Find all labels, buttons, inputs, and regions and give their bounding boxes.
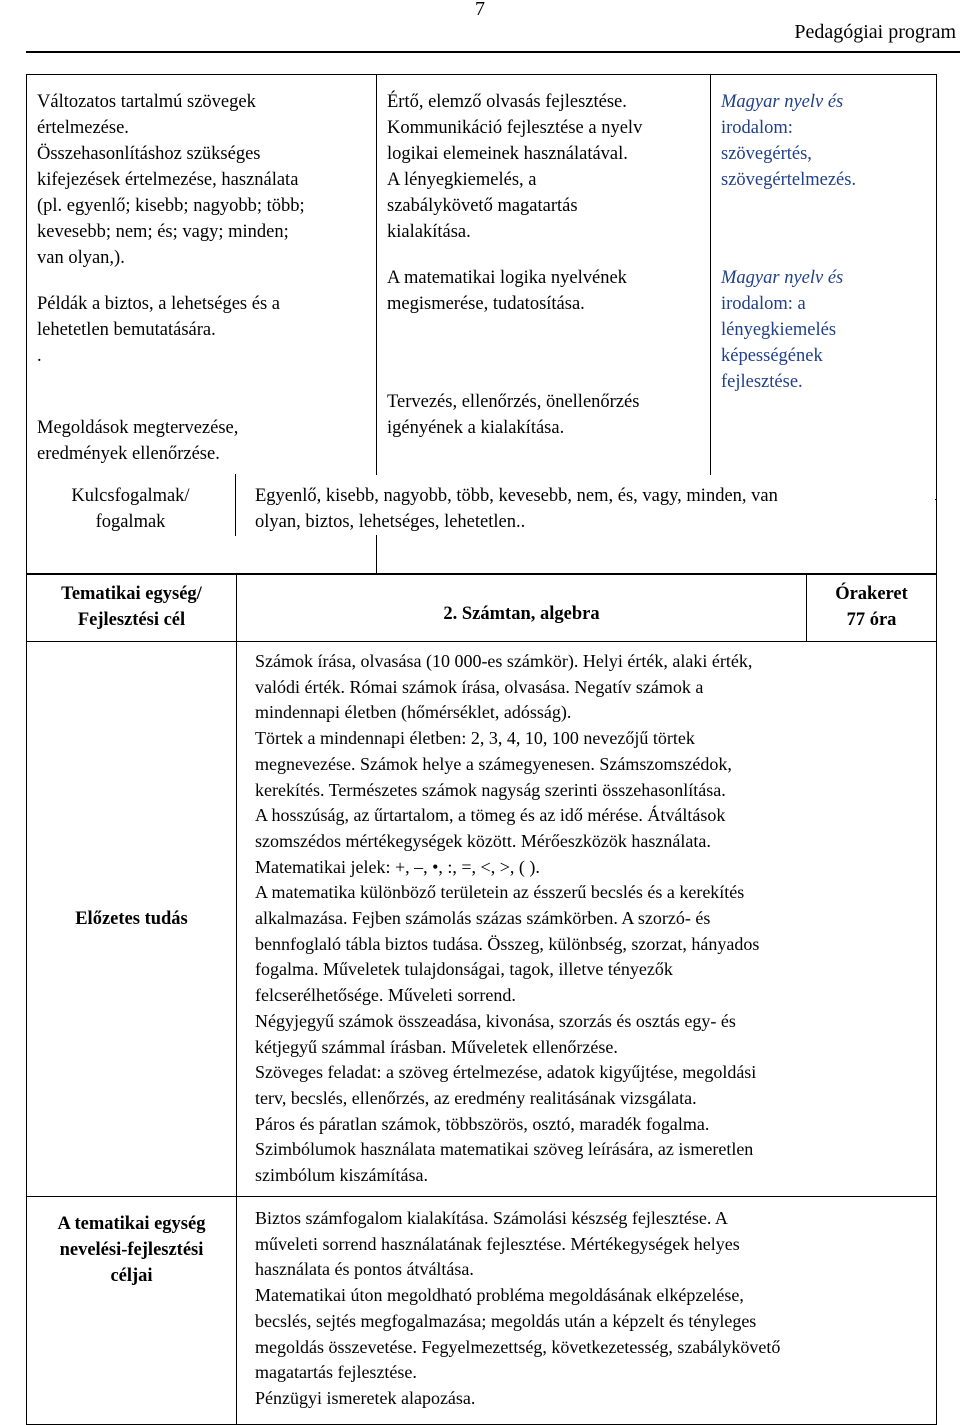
text-line: kétjegyű számmal írásban. Műveletek ellenőrzése. [255, 1036, 618, 1057]
text-line: Matematikai úton megoldható probléma megoldásának elképzelése, [255, 1285, 744, 1306]
text-line: igényének a kialakítása. [387, 418, 565, 438]
text-line: Biztos számfogalom kialakítása. Számolási készség fejlesztése. A [255, 1208, 728, 1228]
prior-knowledge-cell [237, 642, 937, 1197]
goals-row [27, 1197, 937, 1425]
text-line: irodalom: a [721, 294, 806, 314]
text-line: eredmények ellenőrzése. [37, 444, 220, 464]
header-title: Pedagógiai program [794, 21, 956, 43]
label-line: céljai [110, 1266, 153, 1286]
unit-title: 2. Számtan, algebra [443, 604, 600, 624]
text-line: A matematika különböző területein az ésszerű becslés és a kerekítés [255, 882, 745, 903]
text-line: használata és pontos átváltása. [255, 1259, 474, 1280]
text-line: bennfoglaló tábla biztos tudása. Összeg, különbség, szorzat, hányados [255, 933, 760, 954]
label-line: Kulcsfogalmak/ [71, 486, 190, 506]
text-line: Magyar nyelv és [721, 268, 844, 288]
text-line: műveleti sorrend használatának fejlesztése. Mértékegységek helyes [255, 1233, 740, 1254]
text-line: megismerése, tudatosítása. [387, 294, 585, 314]
unit-title-cell [237, 575, 807, 642]
goal-block-1 [387, 89, 702, 245]
text-line: lényegkiemelés [721, 320, 837, 340]
header-rule [26, 51, 960, 53]
activity-block-3 [37, 415, 368, 467]
text-line: terv, becslés, ellenőrzés, az eredmény realitásának vizsgálata. [255, 1087, 697, 1108]
goals-cell [377, 75, 711, 500]
text-line: Változatos tartalmú szövegek [37, 92, 256, 112]
text-line: lehetetlen bemutatására. [37, 320, 216, 340]
prior-knowledge-row [27, 642, 937, 1197]
thematic-unit-table [26, 574, 937, 1425]
text-line: Négyjegyű számok összeadása, kivonása, szorzás és osztás egy- és [255, 1010, 736, 1031]
text-line: értelmezése. [37, 118, 129, 138]
label-line: Tematikai egység/ [61, 584, 202, 604]
text-line: Szimbólumok használata matematikai szöveg leírására, az ismeretlen [255, 1139, 754, 1160]
text-line: (pl. egyenlő; kisebb; nagyobb; több; [37, 196, 305, 216]
activities-cell [27, 75, 377, 500]
label-line: nevelési-fejlesztési [59, 1240, 204, 1260]
key-concepts-label [26, 483, 235, 535]
orakeret-value: 77 óra [846, 610, 897, 630]
goals-label-cell [27, 1197, 237, 1425]
text-line: Egyenlő, kisebb, nagyobb, több, kevesebb, nem, és, vagy, minden, van [255, 486, 778, 506]
activity-block-1 [37, 89, 368, 271]
text-line: Páros és páratlan számok, többszörös, osztó, maradék fogalma. [255, 1113, 710, 1134]
text-line: Példák a biztos, a lehetséges és a [37, 294, 280, 314]
text-line: irodalom: [721, 118, 793, 138]
connection-block-1 [721, 89, 930, 193]
text-line: Számok írása, olvasása (10 000-es számkör). Helyi érték, alaki érték, [255, 651, 753, 671]
text-line: alkalmazása. Fejben számolás százas számkörben. A szorzó- és [255, 908, 711, 929]
connections-cell [711, 75, 937, 500]
text-line: Pénzügyi ismeretek alapozása. [255, 1387, 476, 1408]
text-line: A hosszúság, az űrtartalom, a tömeg és az idő mérése. Átváltások [255, 805, 726, 826]
text-line: logikai elemeinek használatával. [387, 144, 628, 164]
label-line: Fejlesztési cél [77, 610, 186, 630]
text-line: kevesebb; nem; és; vagy; minden; [37, 222, 289, 242]
page-number: 7 [475, 0, 485, 20]
orakeret-cell [807, 575, 937, 642]
goals-cell [237, 1197, 937, 1425]
text-line: . [37, 346, 42, 366]
text-line: Matematikai jelek: +, –, •, :, =, <, >, ( ). [255, 856, 540, 877]
label-line: A tematikai egység [57, 1214, 206, 1234]
goal-block-2 [387, 265, 702, 317]
text-line: fogalma. Műveletek tulajdonságai, tagok, illetve tényezők [255, 959, 673, 980]
key-concepts-split [26, 474, 936, 536]
text-line: szimbólum kiszámítása. [255, 1165, 428, 1186]
text-line: szövegértelmezés. [721, 170, 857, 190]
content-row [27, 75, 937, 500]
orakeret-label: Órakeret [835, 584, 908, 604]
key-concepts-divider [235, 474, 236, 536]
text-line: Szöveges feladat: a szöveg értelmezése, adatok kigyűjtése, megoldási [255, 1062, 757, 1083]
text-line: A matematikai logika nyelvének [387, 268, 627, 288]
text-line: Kommunikáció fejlesztése a nyelv [387, 118, 643, 138]
text-line: megnevezése. Számok helye a számegyenesen. Számszomszédok, [255, 753, 732, 774]
activity-block-2 [37, 291, 368, 369]
text-line: Megoldások megtervezése, [37, 418, 239, 438]
text-line: szabálykövető magatartás [387, 196, 578, 216]
text-line: Értő, elemző olvasás fejlesztése. [387, 92, 627, 112]
text-line: van olyan,). [37, 248, 125, 268]
text-line: kerekítés. Természetes számok nagyság szerinti összehasonlítása. [255, 779, 726, 800]
text-line: szomszédos mértékegységek között. Mérőeszközök használata. [255, 830, 711, 851]
prior-knowledge-label: Előzetes tudás [75, 909, 188, 929]
text-line: Összehasonlításhoz szükséges [37, 144, 261, 164]
text-line: olyan, biztos, lehetséges, lehetetlen.. [255, 512, 526, 532]
connection-block-2 [721, 265, 930, 395]
text-line: kialakítása. [387, 222, 471, 242]
text-line: mindennapi életben (hőmérséklet, adósság). [255, 702, 572, 723]
text-line: megoldás összevetése. Fegyelmezettség, következetesség, szabálykövető [255, 1336, 781, 1357]
text-line: A lényegkiemelés, a [387, 170, 537, 190]
label-line: fogalmak [95, 512, 166, 532]
text-line: valódi érték. Római számok írása, olvasása. Negatív számok a [255, 676, 704, 697]
unit-label-cell [27, 575, 237, 642]
text-line: felcserélhetősége. Műveleti sorrend. [255, 985, 516, 1006]
text-line: fejlesztése. [721, 372, 803, 392]
text-line: magatartás fejlesztése. [255, 1362, 417, 1383]
text-line: szövegértés, [721, 144, 812, 164]
text-line: Tervezés, ellenőrzés, önellenőrzés [387, 392, 640, 412]
goal-block-3 [387, 389, 702, 441]
text-line: Törtek a mindennapi életben: 2, 3, 4, 10, 100 nevezőjű törtek [255, 728, 695, 749]
text-line: Magyar nyelv és [721, 92, 844, 112]
text-line: becslés, sejtés megfogalmazása; megoldás után a képzelt és tényleges [255, 1310, 757, 1331]
prior-knowledge-label-cell [27, 642, 237, 1197]
text-line: képességének [721, 346, 823, 366]
text-line: kifejezések értelmezése, használata [37, 170, 299, 190]
key-concepts-text [255, 483, 925, 535]
unit-header-row [27, 575, 937, 642]
